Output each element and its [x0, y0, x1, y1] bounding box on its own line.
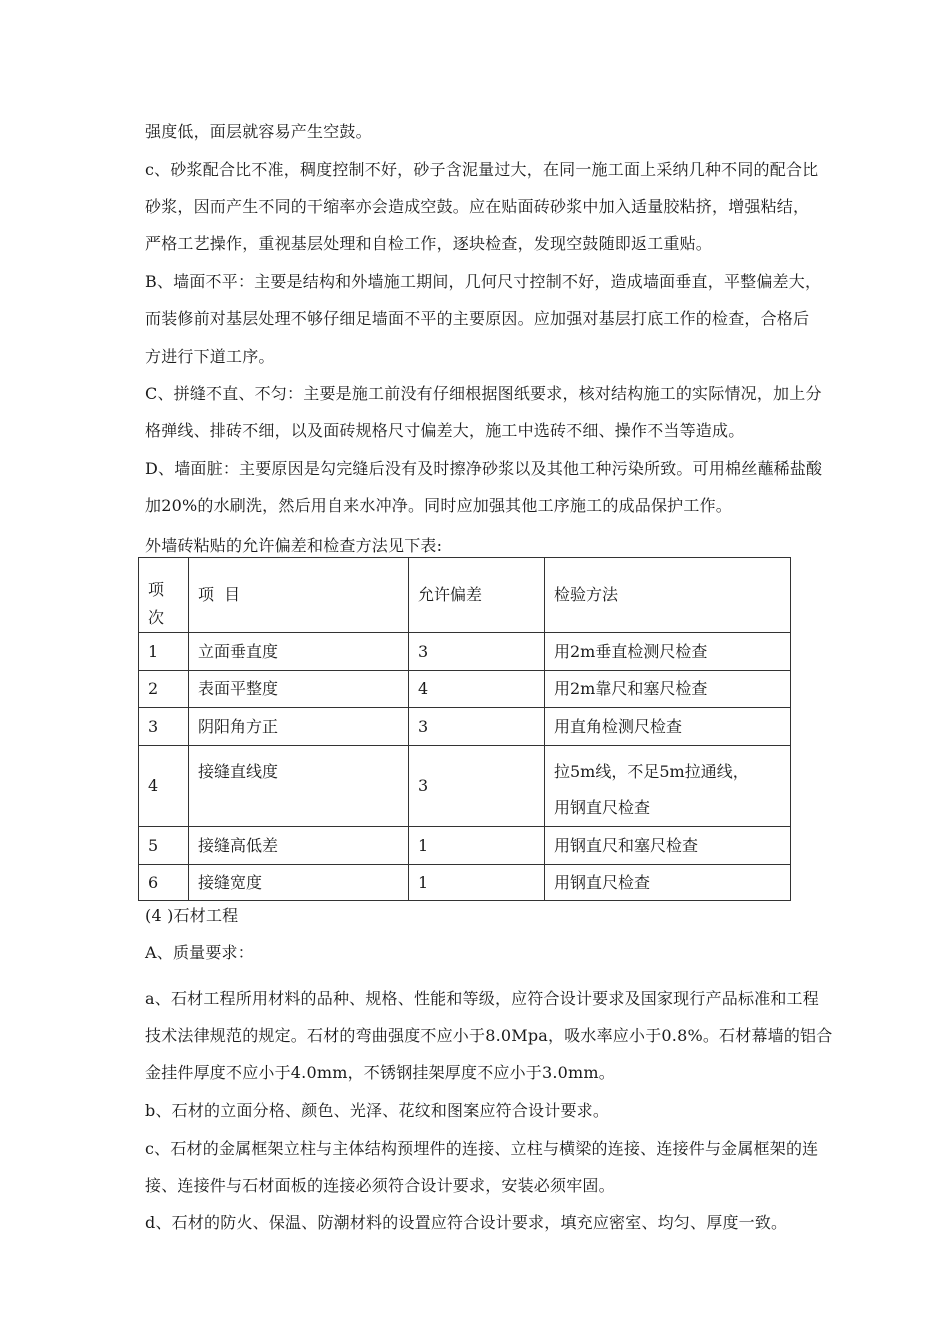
cell-item: 接缝宽度: [189, 865, 409, 901]
cell-method: 拉5m线，不足5m拉通线， 用钢直尺检查: [545, 746, 791, 827]
paragraph-line: 而装修前对基层处理不够仔细足墙面不平的主要原因。应加强对基层打底工作的检查，合格后: [145, 309, 810, 328]
table-row: [139, 746, 791, 827]
paragraph-line: 接、连接件与石材面板的连接必须符合设计要求，安装必须牢固。: [145, 1176, 615, 1195]
paragraph-line: 强度低，面层就容易产生空鼓。: [145, 122, 372, 141]
cell-item: 立面垂直度: [189, 633, 409, 671]
cell-tolerance: 1: [409, 865, 545, 901]
section-title: (4 )石材工程: [145, 906, 239, 925]
paragraph-line: 技术法律规范的规定。石材的弯曲强度不应小于8.0Mpa，吸水率应小于0.8%。石材幕墙的铝合: [145, 1026, 833, 1045]
table-caption: 外墙砖粘贴的允许偏差和检查方法见下表:: [145, 536, 443, 555]
header-cell-no: 项 次: [139, 558, 189, 633]
paragraph-line: 加20%的水刷洗，然后用自来水冲净。同时应加强其他工序施工的成品保护工作。: [145, 496, 732, 515]
paragraph-line: 方进行下道工序。: [145, 347, 275, 366]
cell-no: 4: [139, 746, 189, 827]
paragraph-line: 砂浆，因而产生不同的干缩率亦会造成空鼓。应在贴面砖砂浆中加入适量胶粘挤，增强粘结，: [145, 197, 810, 216]
paragraph-line: 严格工艺操作，重视基层处理和自检工作，逐块检查，发现空鼓随即返工重贴。: [145, 234, 713, 253]
header-cell-method: 检验方法: [545, 558, 791, 633]
cell-item: 表面平整度: [189, 671, 409, 708]
table-row: [139, 865, 791, 901]
cell-no: 3: [139, 708, 189, 746]
cell-method: 用钢直尺检查: [545, 865, 791, 901]
table-row: [139, 633, 791, 671]
cell-no: 2: [139, 671, 189, 708]
paragraph-line: a、石材工程所用材料的品种、规格、性能和等级，应符合设计要求及国家现行产品标准和工程: [145, 989, 819, 1008]
paragraph-line: b、石材的立面分格、颜色、光泽、花纹和图案应符合设计要求。: [145, 1101, 610, 1120]
table-header-row: [139, 558, 791, 633]
table-row: [139, 827, 791, 865]
paragraph-line: c、砂浆配合比不准，稠度控制不好，砂子含泥量过大，在同一施工面上采纳几种不同的配合比: [145, 160, 819, 179]
paragraph-line: B、墙面不平：主要是结构和外墙施工期间，几何尺寸控制不好，造成墙面垂直，平整偏差大，: [145, 272, 822, 291]
cell-tolerance: 4: [409, 671, 545, 708]
table-row: [139, 671, 791, 708]
paragraph-line: C、拼缝不直、不匀：主要是施工前没有仔细根据图纸要求，核对结构施工的实际情况，加上分: [145, 384, 822, 403]
cell-method: 用直角检测尺检查: [545, 708, 791, 746]
cell-tolerance: 3: [409, 746, 545, 827]
cell-no: 5: [139, 827, 189, 865]
paragraph-line: D、墙面脏：主要原因是勾完缝后没有及时擦净砂浆以及其他工种污染所致。可用棉丝蘸稀盐酸: [145, 459, 823, 478]
header-cell-tolerance: 允许偏差: [409, 558, 545, 633]
cell-tolerance: 3: [409, 708, 545, 746]
cell-no: 1: [139, 633, 189, 671]
cell-method: 用2m垂直检测尺检查: [545, 633, 791, 671]
cell-item: 阴阳角方正: [189, 708, 409, 746]
cell-method: 用2m靠尺和塞尺检查: [545, 671, 791, 708]
cell-tolerance: 1: [409, 827, 545, 865]
header-cell-item: 项 目: [189, 558, 409, 633]
paragraph-line: c、石材的金属框架立柱与主体结构预埋件的连接、立柱与横梁的连接、连接件与金属框架的连: [145, 1139, 819, 1158]
paragraph-line: 格弹线、排砖不细，以及面砖规格尺寸偏差大，施工中选砖不细、操作不当等造成。: [145, 421, 745, 440]
paragraph-line: d、石材的防火、保温、防潮材料的设置应符合设计要求，填充应密室、均匀、厚度一致。: [145, 1213, 788, 1232]
section-subtitle: A、质量要求：: [145, 943, 254, 962]
cell-tolerance: 3: [409, 633, 545, 671]
cell-no: 6: [139, 865, 189, 901]
tolerance-table: [138, 557, 791, 901]
table-row: [139, 708, 791, 746]
cell-item: 接缝直线度: [189, 746, 409, 827]
cell-item: 接缝高低差: [189, 827, 409, 865]
cell-method: 用钢直尺和塞尺检查: [545, 827, 791, 865]
paragraph-line: 金挂件厚度不应小于4.0mm，不锈钢挂架厚度不应小于3.0mm。: [145, 1063, 615, 1082]
